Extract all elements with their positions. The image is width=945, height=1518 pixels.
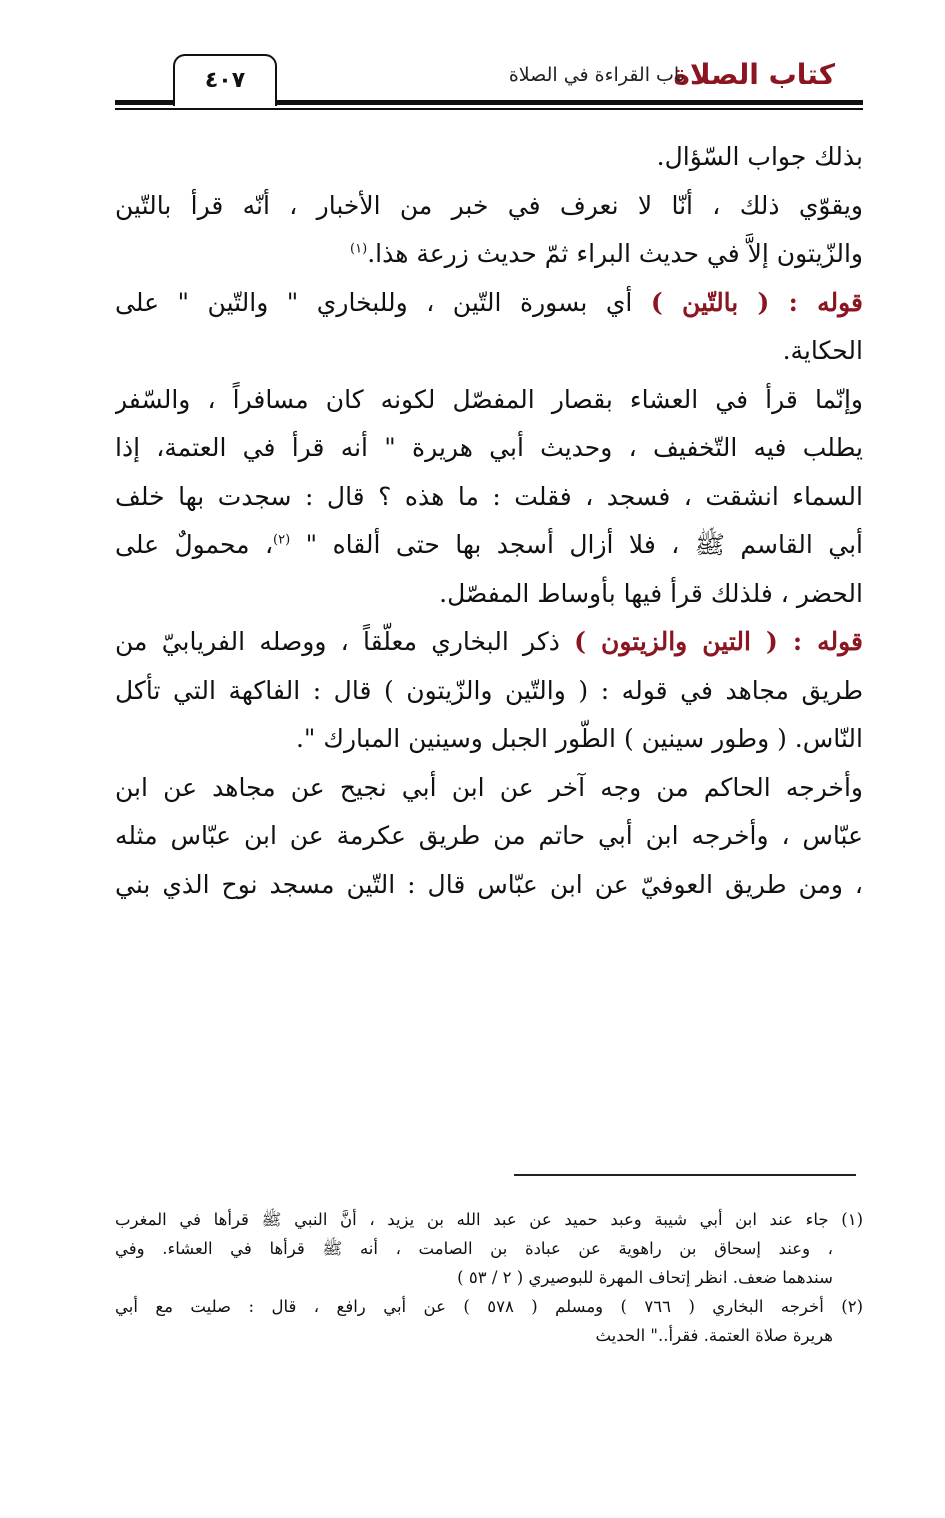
text-line	[115, 861, 863, 910]
text-line	[115, 376, 863, 425]
text-span: ، ومن طريق العوفيّ عن ابن عبّاس قال : التّين مسجد نوح الذي بني	[115, 869, 863, 899]
footnote-separator	[514, 1174, 856, 1176]
header-rule-thin	[115, 108, 863, 110]
text-span: طريق مجاهد في قوله : ( والتّين والزّيتون ) قال : الفاكهة التي تأكل	[115, 675, 863, 705]
text-span: وإنّما قرأ في العشاء بقصار المفصّل لكونه كان مسافراً ، والسّفر	[115, 384, 863, 414]
text-span: النّاس. ( وطور سينين ) الطّور الجبل وسينين المبارك ".	[295, 724, 863, 753]
text-span: بذلك جواب السّؤال.	[656, 142, 863, 171]
text-line	[115, 279, 863, 328]
book-title: كتاب الصلاة	[673, 58, 835, 91]
text-line	[115, 618, 863, 667]
text-line	[115, 764, 863, 813]
main-text	[115, 133, 863, 909]
text-span: الحضر ، فلذلك قرأ فيها بأوساط المفصّل.	[439, 578, 863, 608]
text-span: ، محمولٌ على	[115, 530, 274, 559]
footnote-marker: (١)	[350, 241, 368, 257]
footnote-line: ، وعند إسحاق بن راهوية عن عبادة بن الصامت ، أنه ﷺ قرأها في العشاء. وفي	[115, 1239, 833, 1258]
text-line	[115, 133, 863, 182]
page-header	[115, 50, 863, 110]
text-span: ويقوّي ذلك ، أنّا لا نعرف في خبر من الأخبار ، أنّه قرأ بالتّين	[115, 190, 863, 220]
text-line	[115, 327, 863, 376]
text-line	[115, 424, 863, 473]
text-span: يطلب فيه التّخفيف ، وحديث أبي هريرة " أنه قرأ في العتمة، إذا	[115, 433, 863, 462]
qawl-heading: قوله : ( التين والزيتون )	[574, 627, 863, 656]
text-span: عبّاس ، وأخرجه ابن أبي حاتم من طريق عكرمة عن ابن عبّاس مثله	[115, 821, 863, 850]
text-line	[115, 812, 863, 861]
text-span: السماء انشقت ، فسجد ، فقلت : ما هذه ؟ قال : سجدت بها خلف	[115, 481, 863, 511]
text-span: أي بسورة التّين ، وللبخاري " والتّين " على	[115, 287, 651, 317]
text-line	[115, 521, 863, 570]
text-span: وأخرجه الحاكم من وجه آخر عن ابن أبي نجيح عن مجاهد عن ابن	[115, 772, 863, 802]
text-line	[115, 667, 863, 716]
text-span: والزّيتون إلاَّ في حديث البراء ثمّ حديث زرعة هذا.	[367, 239, 863, 268]
text-line	[115, 230, 863, 279]
footnote-line: هريرة صلاة العتمة. فقرأ.." الحديث	[595, 1326, 833, 1345]
footnotes	[115, 1205, 863, 1350]
qawl-heading: قوله : ( بالتّين )	[650, 287, 863, 317]
footnote-line: (٢) أخرجه البخاري ( ٧٦٦ ) ومسلم ( ٥٧٨ ) عن أبي رافع ، قال : صليت مع أبي	[115, 1297, 863, 1316]
footnote-line: سندهما ضعف. انظر إتحاف المهرة للبوصيري ( ٢ / ٥٣ )	[457, 1268, 833, 1287]
text-line	[115, 182, 863, 231]
text-span: أبي القاسم ﷺ ، فلا أزال أسجد بها حتى ألقاه "	[290, 530, 863, 559]
text-line	[115, 570, 863, 619]
footnote-marker: (٢)	[273, 532, 291, 548]
text-line	[115, 473, 863, 522]
text-line	[115, 715, 863, 764]
chapter-title: باب القراءة في الصلاة	[508, 64, 685, 86]
footnote-line: (١) جاء عند ابن أبي شيبة وعبد حميد عن عبد الله بن يزيد ، أنَّ النبي ﷺ قرأها في المغرب	[115, 1210, 863, 1229]
page-number: ٤٠٧	[173, 54, 277, 106]
text-span: الحكاية.	[782, 336, 863, 365]
text-span: ذكر البخاري معلّقاً ، ووصله الفريابيّ من	[115, 627, 575, 656]
